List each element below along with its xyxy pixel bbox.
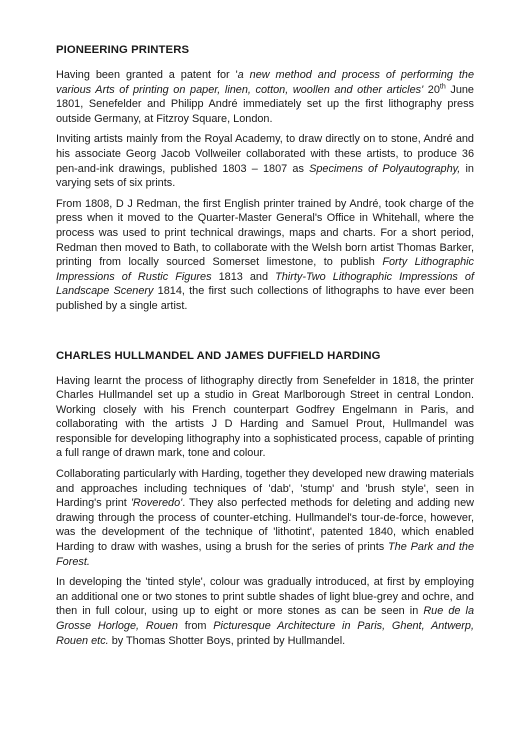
paragraph — [56, 197, 474, 314]
body-text: Collaborating particularly with Harding, together they developed new drawing materials and approaches including techniques of 'dab', 'stump' and 'brush style', seen in Harding's print — [56, 468, 474, 510]
paragraph — [56, 575, 474, 648]
body-text: Having been granted a patent for ' — [56, 69, 238, 81]
section-heading: PIONEERING PRINTERS — [56, 44, 190, 56]
section-heading: CHARLES HULLMANDEL AND JAMES DUFFIELD HARDING — [56, 349, 381, 362]
body-text: June 1801, Senefelder and Philipp André immediately set up the first lithography press outside Germany, at Fitzroy Square, London. — [56, 83, 474, 125]
italic-title-text: Picturesque Architecture in Paris, Ghent, Antwerp, Rouen etc. — [56, 620, 474, 647]
italic-title-text: a new method and process of performing the various Arts of printing on paper, linen, cotton, woollen and other articles' — [56, 69, 475, 96]
body-text: In developing the 'tinted style', colour was gradually introduced, at first by employing an additional one or two stones to print subtle shades of light blue-grey and ochre, and then in full colour, using up to eight or more stones as can be seen in — [56, 576, 474, 618]
body-text: 20 — [423, 83, 440, 96]
body-text: 1813 and — [211, 270, 276, 283]
superscript-text: th — [439, 82, 446, 90]
paragraph — [56, 132, 474, 190]
italic-title-text: The Park and the Forest. — [56, 541, 475, 568]
italic-title-text: Forty Lithographic Impressions of Rustic Figures — [56, 256, 474, 283]
paragraph — [56, 467, 474, 569]
section-pioneering-printers — [56, 43, 474, 314]
italic-title-text: Thirty-Two Lithographic Impressions of Landscape Scenery — [56, 270, 474, 298]
italic-title-text: Rue de la Grosse Horloge, Rouen — [56, 605, 474, 632]
italic-title-text: Specimens of Polyautography, — [309, 162, 461, 175]
body-text: From 1808, D J Redman, the first English printer trained by André, took charge of the press when it moved to the Quarter-Master General's Office in Whitehall, where the process was used to print technical drawings, maps and charts. For a short period, Redman then moved to Bath, to collaborate with the Welsh born artist Thomas Barker, printing from locally sourced Somerset limestone, to publish — [56, 197, 474, 269]
body-text: . They also perfected methods for deleting and adding new drawing through the process of counter-etching. Hullmandel's tour-de-force, however, was the development of the technique of 'lithotint', patented 1840, which enabled Harding to draw with washes, using a brush for the series of prints — [56, 497, 475, 554]
body-text: Inviting artists mainly from the Royal Academy, to draw directly on to stone, André and his associate Georg Jacob Vollweiler collaborated with these artists, to produce 36 pen-and-ink drawings, published 1803 – 1807 as — [56, 133, 474, 175]
body-text: from — [177, 620, 214, 632]
body-text: in varying sets of six prints. — [56, 162, 474, 190]
body-text: 1814, the first such collections of lithographs to have ever been published by a single artist. — [56, 285, 474, 312]
paragraph — [56, 374, 474, 462]
italic-title-text: 'Roveredo' — [130, 497, 183, 510]
section-hullmandel-harding — [56, 349, 474, 649]
body-text: Having learnt the process of lithography directly from Senefelder in 1818, the printer Charles Hullmandel set up a studio in Great Marlborough Street in central London. Working closely with his French counterpart Godfrey Engelmann in Paris, and collaborating with the artists J D Harding and Samuel Prout, Hullmandel was responsible for developing lithography into a sophisticated process, capable of printing a full range of drawn mark, tone and colour. — [56, 374, 474, 460]
paragraph — [56, 68, 474, 126]
body-text: by Thomas Shotter Boys, printed by Hullmandel. — [108, 634, 346, 647]
